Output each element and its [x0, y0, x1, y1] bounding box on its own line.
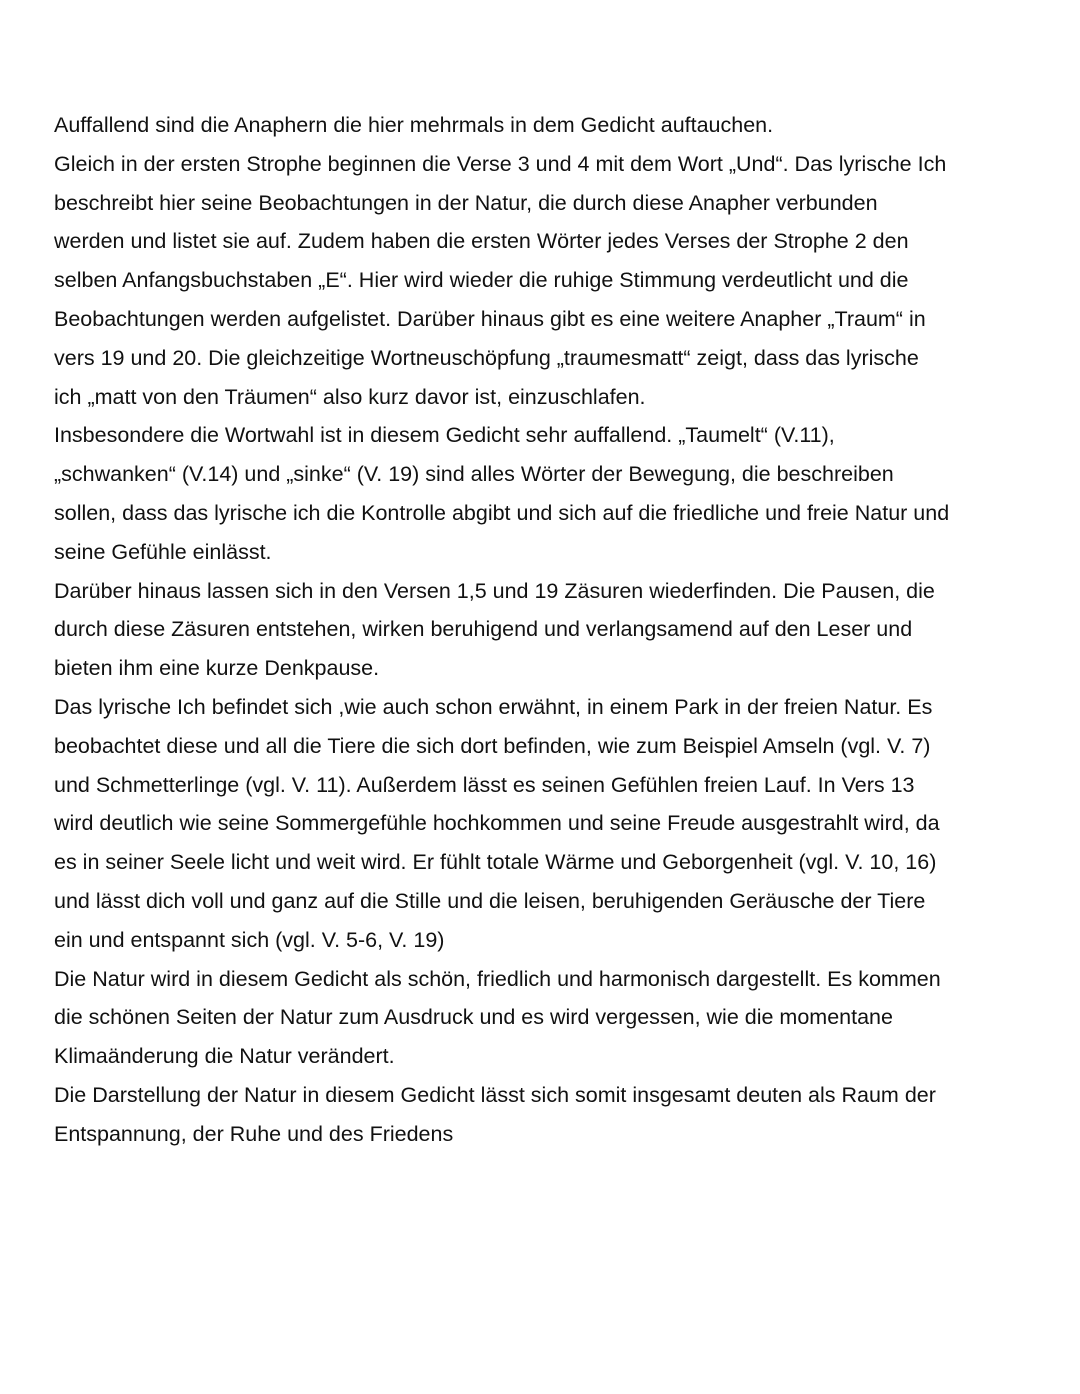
text-line: Beobachtungen werden aufgelistet. Darüber hinaus gibt es eine weitere Anapher „Traum“ in — [54, 306, 926, 331]
text-line: werden und listet sie auf. Zudem haben die ersten Wörter jedes Verses der Strophe 2 den — [54, 229, 909, 254]
text-line: beschreibt hier seine Beobachtungen in der Natur, die durch diese Anapher verbunden — [54, 190, 878, 215]
text-line: selben Anfangsbuchstaben „E“. Hier wird wieder die ruhige Stimmung verdeutlicht und die — [54, 268, 909, 293]
text-line: es in seiner Seele licht und weit wird. Er fühlt totale Wärme und Geborgenheit (vgl. V. 10, 16) — [54, 850, 937, 875]
text-line: Gleich in der ersten Strophe beginnen die Verse 3 und 4 mit dem Wort „Und“. Das lyrische Ich — [54, 151, 947, 176]
text-line: und Schmetterlinge (vgl. V. 11). Außerdem lässt es seinen Gefühlen freien Lauf. In Vers 13 — [54, 772, 915, 797]
text-line: vers 19 und 20. Die gleichzeitige Wortneuschöpfung „traumesmatt“ zeigt, dass das lyrische — [54, 345, 919, 370]
text-line: Klimaänderung die Natur verändert. — [54, 1044, 395, 1069]
text-line: Auffallend sind die Anaphern die hier mehrmals in dem Gedicht auftauchen. — [54, 113, 774, 137]
text-line: Darüber hinaus lassen sich in den Versen 1,5 und 19 Zäsuren wiederfinden. Die Pausen, die — [54, 578, 935, 603]
text-line: ein und entspannt sich (vgl. V. 5-6, V. 19) — [54, 927, 445, 952]
text-line: Das lyrische Ich befindet sich ,wie auch schon erwähnt, in einem Park in der freien Natur. Es — [54, 694, 933, 719]
text-line: ich „matt von den Träumen“ also kurz davor ist, einzuschlafen. — [54, 384, 646, 409]
text-line: beobachtet diese und all die Tiere die sich dort befinden, wie zum Beispiel Amseln (vgl. V. 7) — [54, 733, 931, 758]
essay-text — [54, 106, 1044, 1154]
text-line: Entspannung, der Ruhe und des Friedens — [54, 1121, 454, 1146]
text-line: durch diese Zäsuren entstehen, wirken beruhigend und verlangsamend auf den Leser und — [54, 617, 913, 642]
text-line: die schönen Seiten der Natur zum Ausdruck und es wird vergessen, wie die momentane — [54, 1005, 893, 1030]
text-line: Insbesondere die Wortwahl ist in diesem Gedicht sehr auffallend. „Taumelt“ (V.11), — [54, 423, 835, 448]
text-line: bieten ihm eine kurze Denkpause. — [54, 656, 380, 681]
text-line: sollen, dass das lyrische ich die Kontrolle abgibt und sich auf die friedliche und freie Natur und — [54, 500, 950, 525]
text-line: Die Darstellung der Natur in diesem Gedicht lässt sich somit insgesamt deuten als Raum der — [54, 1082, 936, 1107]
text-line: und lässt dich voll und ganz auf die Stille und die leisen, beruhigenden Geräusche der Tiere — [54, 888, 926, 913]
text-line: Die Natur wird in diesem Gedicht als schön, friedlich und harmonisch dargestellt. Es kommen — [54, 966, 941, 991]
text-line: wird deutlich wie seine Sommergefühle hochkommen und seine Freude ausgestrahlt wird, da — [54, 811, 940, 836]
text-line: „schwanken“ (V.14) und „sinke“ (V. 19) sind alles Wörter der Bewegung, die beschreiben — [54, 462, 894, 487]
text-line: seine Gefühle einlässt. — [54, 539, 272, 564]
